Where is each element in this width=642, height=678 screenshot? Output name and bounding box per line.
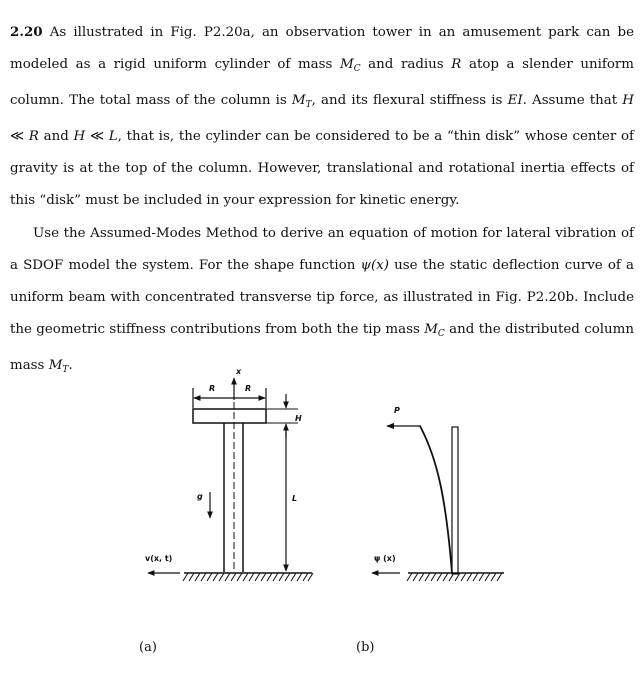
math-ll-2: ≪	[89, 129, 104, 144]
ground-hatch-a	[183, 573, 313, 581]
label-v: v(x, t)	[145, 554, 173, 563]
label-x-axis: x	[236, 367, 242, 376]
caption-b: (b)	[356, 640, 375, 655]
math-H-2: H	[73, 129, 86, 144]
label-L: L	[292, 494, 298, 503]
problem-paragraph-1	[10, 16, 634, 217]
math-Mt-2: $M_T$	[48, 358, 69, 375]
p1-text-7: and	[43, 129, 69, 144]
math-EI: EI	[507, 93, 523, 108]
math-H-1: H	[622, 93, 634, 108]
p1-text-2: and radius	[368, 57, 444, 72]
label-R-right: R	[245, 384, 252, 393]
label-H: H	[295, 414, 302, 423]
math-Mc-2: $M_C$	[424, 322, 445, 339]
figure-a	[148, 378, 313, 581]
tower-disk	[193, 409, 266, 423]
p1-text-4: The total mass of the column is	[69, 93, 287, 108]
problem-number: 2.20	[10, 24, 43, 40]
math-Mc: $M_C$	[339, 57, 361, 74]
figure-b-labels	[356, 406, 400, 655]
p2-text-3: and the distributed column mass	[10, 322, 634, 373]
deflected-shape	[420, 426, 452, 573]
figure-a-labels	[139, 367, 302, 655]
p1-text-6: . Assume that	[522, 93, 618, 108]
p1-text-8: , that is, the cylinder can be considered to be a “thin disk” whose center of gravity is at the top of the column. However, translational and rotational inertia effects of this “disk” must be included in your expression for kinetic energy.	[10, 129, 635, 208]
caption-a: (a)	[139, 640, 157, 655]
p1-text-5: , and its flexural stiffness is	[311, 93, 503, 108]
figure-p2-20	[0, 355, 642, 678]
p2-text-2: use the static deflection curve of a uniform beam with concentrated transverse tip force, as illustrated in Fig. P2.20b. Include the geometric stiffness contributions from both the tip mass	[10, 258, 635, 337]
label-g: g	[197, 492, 203, 501]
p2-text-1: Use the Assumed-Modes Method to derive an equation of motion for lateral vibration of a SDOF model the system. For the shape function	[10, 226, 634, 273]
label-psi: ψ (x)	[374, 554, 396, 563]
undeformed-column	[452, 427, 458, 574]
label-P: P	[394, 406, 400, 415]
math-L: L	[108, 129, 118, 144]
math-R-2: R	[28, 129, 39, 144]
math-Mt: $M_T$	[291, 93, 312, 110]
math-R: R	[451, 57, 462, 72]
label-R-left: R	[209, 384, 216, 393]
math-ll-1: ≪	[10, 129, 25, 144]
p1-text-3: atop a slender uniform column.	[10, 57, 634, 108]
p1-text-1: As illustrated in Fig. P2.20a, an observation tower in an amusement park can be modeled as a rigid uniform cylinder of mass	[10, 25, 634, 72]
math-psi: ψ(x)	[360, 258, 390, 273]
p2-text-4: .	[68, 358, 73, 373]
